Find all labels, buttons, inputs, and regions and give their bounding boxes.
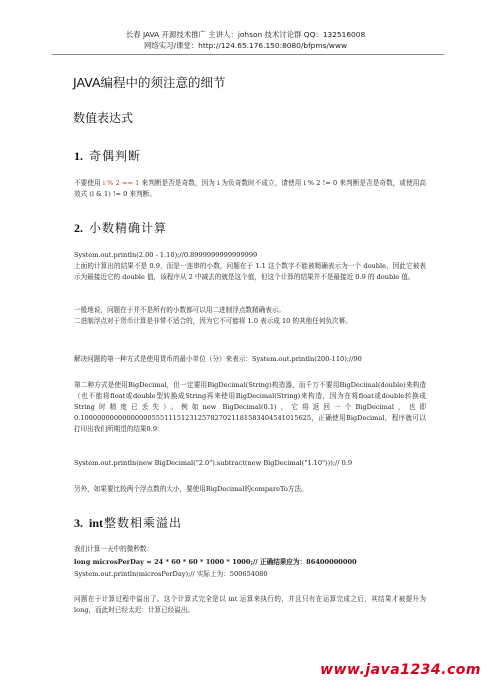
section-title: 数值表达式 — [73, 111, 134, 125]
heading-decimal — [74, 219, 167, 236]
heading-text: 奇偶判断 — [89, 149, 142, 163]
heading-number: 3. — [74, 516, 83, 530]
code-line: long microsPerDay = 24 * 60 * 60 * 1000 * 1000;// 正确结果应为：86400000000 — [74, 558, 357, 566]
text-run: 来判断是否是奇数，因为 i 为负奇数时不成立，请使用 i % 2 != 0 来判断是否是奇数，或使用高效式 (i & 1) != 0 来判断。 — [74, 179, 427, 198]
inline-code: i % 2 == 1 — [100, 179, 142, 187]
paragraph-explanation: 上面的计算出的结果不是 0.9，而是一连串的小数，问题在于 1.1 这个数字不能被精确表示为一个 double，因此它被表示为最接近它的 double 值，该程序从 2 中减去的就是这个值，但这个计算的结果并不是最接近 0.9 的 double 值。 — [74, 262, 426, 281]
paragraph-compare: 另外，如果要比较两个浮点数的大小，要使用BigDecimal的compareTo方法。 — [74, 485, 308, 493]
paragraph-odd-even — [74, 178, 426, 200]
paragraph-solution-1: 解决问题的第一种方式是使用货币的最小单位（分）来表示：System.out.println(200-110);//90 — [74, 355, 362, 363]
code-line: System.out.println(2.00 - 1.10);//0.8999999999999999 — [74, 251, 258, 259]
heading-text: 整数相乘溢出 — [104, 516, 183, 530]
paragraph-solution-2: 第二种方式是使用BigDecimal，但一定要用BigDecimal(String)构造器，而千万不要用BigDecimal(double)来构造（也不能将float或double型转换成String再来使用BigDecimal(String)来构造，因为在将float或double转换成String时精度已丢失）。例如new BigDecimal(0.1)，它将返回一个BigDecimal，也即 0.1000000000000000055511151231257827021181583404541015625，正确使用BigDecimal，程序就可以打印出我们所期望的结果0.9： — [74, 381, 426, 433]
text-run: 不要使用 — [74, 179, 101, 187]
heading-int-overflow — [74, 514, 182, 531]
header-divider — [52, 54, 444, 55]
document-title: JAVA编程中的须注意的细节 — [73, 75, 226, 90]
paragraph-binary: 二进制浮点对于货币计算是非常不适合的，因为它不可能将 1.0 表示成 10 的其他任何负次幂。 — [74, 317, 352, 325]
paragraph-general: 一般地说，问题在于并不是所有的小数都可以用二进制浮点数精确表示。 — [74, 306, 285, 314]
paragraph-intro: 我们计算一天中的微秒数： — [74, 545, 154, 553]
heading-code: int — [89, 516, 104, 530]
header-line-1: 长春 JAVA 开源技术推广 主讲人：johson 技术讨论群 QQ：132516008 — [125, 30, 366, 39]
heading-text: 小数精确计算 — [89, 221, 168, 235]
watermark-url: www.java1234.com — [320, 662, 481, 678]
header-line-2: 网络实习/课堂：http://124.65.176.150:8080/bfpms/www — [143, 41, 348, 50]
heading-number: 1. — [74, 149, 83, 163]
heading-odd-even — [74, 147, 141, 164]
page-header — [0, 29, 491, 51]
code-line: System.out.println(new BigDecimal("2.0").subtract(new BigDecimal("1.10")));// 0.9 — [74, 459, 353, 467]
paragraph-overflow: 问题在于计算过程中溢出了。这个计算式完全是以 int 运算来执行的，并且只有在运算完成之后，其结果才被提升为 long，而此时已经太迟：计算已经溢出。 — [74, 595, 426, 614]
code-line: System.out.println(microsPerDay);// 实际上为：500654080 — [74, 570, 268, 578]
heading-number: 2. — [74, 221, 83, 235]
